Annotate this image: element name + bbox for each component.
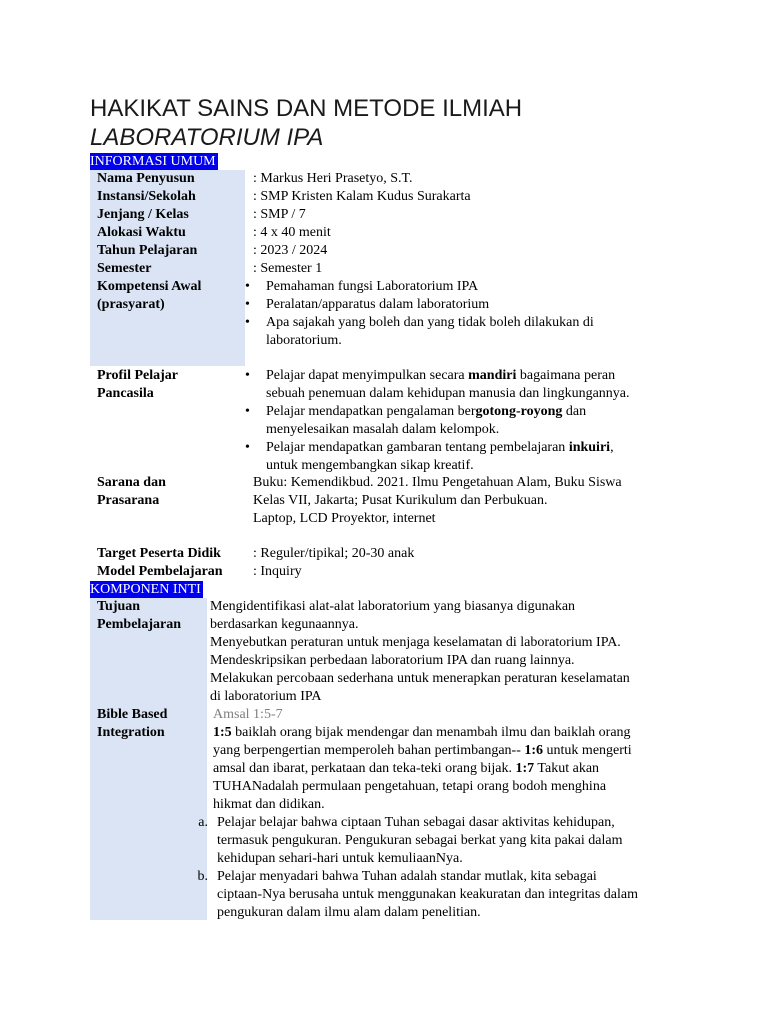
profil-list xyxy=(245,367,675,475)
list-item: • Peralatan/apparatus dalam laboratorium xyxy=(245,297,490,312)
list-item: • Pemahaman fungsi Laboratorium IPA xyxy=(245,279,479,294)
list-item: • Pelajar dapat menyimpulkan secara mandiri bagaimana peran sebuah penemuan dalam kehidupan manusia dan lingkungannya. xyxy=(245,368,630,401)
label-semester: Semester xyxy=(97,261,152,276)
label-alokasi-waktu: Alokasi Waktu xyxy=(97,225,186,240)
label-jenjang: Jenjang / Kelas xyxy=(97,207,189,222)
bullet-icon: • xyxy=(245,279,250,294)
label-sarana-line2: Prasarana xyxy=(97,493,160,508)
kompetensi-list xyxy=(245,278,675,350)
document-title: HAKIKAT SAINS DAN METODE ILMIAH xyxy=(90,95,523,122)
label-kompetensi-line1: Kompetensi Awal xyxy=(97,279,202,294)
section-heading-komponen-inti: KOMPONEN INTI xyxy=(90,582,201,597)
value-bible-verse: Amsal 1:5-7 1:5 baiklah orang bijak mendengar dan menambah ilmu dan baiklah orang yang berpengertian memperoleh bahan pertimbangan-- 1:6 untuk mengerti amsal dan ibarat, perkataan dan teka-teki orang bijak. 1:7 Takut akan TUHANadalah permulaan pengetahuan, tetapi orang bodoh menghina hikmat dan didikan. xyxy=(213,706,673,814)
list-item: • Pelajar mendapatkan gambaran tentang pembelajaran inkuiri, untuk mengembangkan sikap kreatif. xyxy=(245,440,614,473)
label-kompetensi-line2: (prasyarat) xyxy=(97,297,165,312)
value-semester: : Semester 1 xyxy=(253,261,323,276)
label-model-pembelajaran: Model Pembelajaran xyxy=(97,564,223,579)
document-subtitle: LABORATORIUM IPA xyxy=(90,124,324,151)
label-sarana-line1: Sarana dan xyxy=(97,475,166,490)
bullet-icon: • xyxy=(245,297,250,312)
label-profil-line2: Pancasila xyxy=(97,386,154,401)
list-item: b. Pelajar menyadari bahwa Tuhan adalah standar mutlak, kita sebagai ciptaan-Nya berusaha untuk menggunakan keakuratan dan integritas dalam pengukuran dalam ilmu alam dalam penelitian. xyxy=(190,868,680,922)
value-model-pembelajaran: : Inquiry xyxy=(253,564,302,579)
value-tujuan-pembelajaran: Mengidentifikasi alat-alat laboratorium yang biasanya digunakan berdasarkan kegunaannya. Menyebutkan peraturan untuk menjaga keselamatan di laboratorium IPA. Mendeskripsikan perbedaan laboratorium IPA dan ruang lainnya. Melakukan percobaan sederhana untuk menerapkan peraturan keselamatan di laboratorium IPA xyxy=(210,599,630,704)
value-alokasi-waktu: : 4 x 40 menit xyxy=(253,225,331,240)
verse-reference: Amsal 1:5-7 xyxy=(213,707,283,722)
label-bible-line1: Bible Based xyxy=(97,707,168,722)
label-tahun-pelajaran: Tahun Pelajaran xyxy=(97,243,198,258)
label-sarana xyxy=(97,474,247,510)
label-profil-pelajar xyxy=(97,367,247,403)
label-tujuan-line1: Tujuan xyxy=(97,599,141,614)
bullet-icon: • xyxy=(245,440,250,455)
label-target-peserta: Target Peserta Didik xyxy=(97,546,221,561)
list-item: • Pelajar mendapatkan pengalaman bergotong-royong dan menyelesaikan masalah dalam kelompok. xyxy=(245,404,587,437)
value-sarana: Buku: Kemendikbud. 2021. Ilmu Pengetahuan Alam, Buku Siswa Kelas VII, Jakarta; Pusat Kurikulum dan Perbukuan. Laptop, LCD Proyektor, internet xyxy=(253,475,622,526)
label-bible-line2: Integration xyxy=(97,725,165,740)
value-instansi: : SMP Kristen Kalam Kudus Surakarta xyxy=(253,189,471,204)
label-kompetensi-awal xyxy=(97,278,247,314)
label-tujuan-line2: Pembelajaran xyxy=(97,617,181,632)
value-jenjang: : SMP / 7 xyxy=(253,207,306,222)
bullet-icon: • xyxy=(245,404,250,419)
list-marker: a. xyxy=(198,815,208,830)
bullet-icon: • xyxy=(245,315,250,330)
list-marker: b. xyxy=(197,869,208,884)
value-nama-penyusun: : Markus Heri Prasetyo, S.T. xyxy=(253,171,413,186)
bullet-icon: • xyxy=(245,368,250,383)
label-profil-line1: Profil Pelajar xyxy=(97,368,178,383)
list-item: a. Pelajar belajar bahwa ciptaan Tuhan sebagai dasar aktivitas kehidupan, termasuk pengukuran. Pengukuran sebagai berkat yang kita pakai dalam kehidupan sehari-hari untuk kemuliaanNya. xyxy=(190,814,680,868)
bible-points-list xyxy=(190,814,680,922)
value-tahun-pelajaran: : 2023 / 2024 xyxy=(253,243,328,258)
value-target-peserta: : Reguler/tipikal; 20-30 anak xyxy=(253,546,415,561)
list-item: • Apa sajakah yang boleh dan yang tidak boleh dilakukan di laboratorium. xyxy=(245,315,594,348)
section-heading-informasi-umum: INFORMASI UMUM xyxy=(90,154,216,169)
label-instansi: Instansi/Sekolah xyxy=(97,189,196,204)
label-nama-penyusun: Nama Penyusun xyxy=(97,171,195,186)
